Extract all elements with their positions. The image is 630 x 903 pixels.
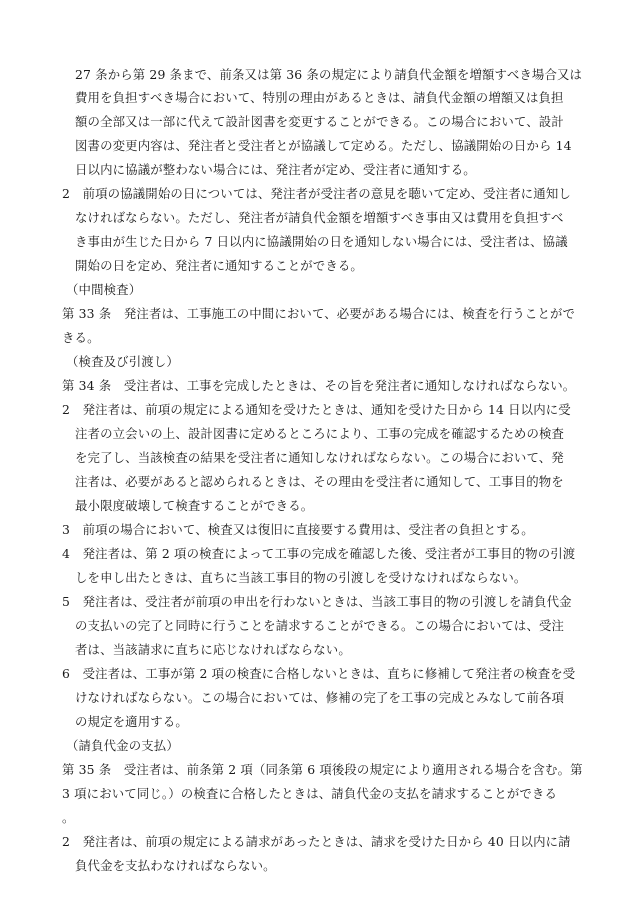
- text-line: 負代金を支払わなければならない。: [75, 858, 276, 873]
- article-34-line: 第 34 条 受注者は、工事を完成したときは、その旨を発注者に通知しなければならない。: [62, 378, 576, 393]
- text-line: の規定を適用する。: [75, 714, 188, 729]
- text-line: 3 前項の場合において、検査又は復旧に直接要する費用は、受注者の負担とする。: [62, 522, 534, 537]
- text-line: 費用を負担すべき場合において、特別の理由があるときは、請負代金額の増額又は負担: [75, 90, 564, 105]
- text-line: 2 発注者は、前項の規定による通知を受けたときは、通知を受けた日から 14 日以内に受: [62, 402, 571, 417]
- text-line: 3 項において同じ。）の検査に合格したときは、請負代金の支払を請求することができる: [62, 786, 558, 801]
- text-line: 開始の日を定め、発注者に通知することができる。: [75, 258, 363, 273]
- section-heading: （中間検査）: [66, 282, 142, 297]
- section-heading: （請負代金の支払）: [66, 738, 179, 753]
- text-line: けなければならない。この場合においては、修補の完了を工事の完成とみなして前各項: [75, 690, 565, 705]
- text-line: 注者は、必要があると認められるときは、その理由を受注者に通知して、工事目的物を: [75, 474, 564, 489]
- text-line: 注者の立会いの上、設計図書に定めるところにより、工事の完成を確認するための検査: [75, 426, 565, 441]
- text-line: 2 発注者は、前項の規定による請求があったときは、請求を受けた日から 40 日以内に請: [62, 834, 571, 849]
- text-line: 2 前項の協議開始の日については、発注者が受注者の意見を聴いて定め、受注者に通知し: [62, 186, 571, 201]
- text-line: 27 条から第 29 条まで、前条又は第 36 条の規定により請負代金額を増額すべき場合又は: [75, 67, 583, 82]
- text-line: しを申し出たときは、直ちに当該工事目的物の引渡しを受けなければならない。: [75, 570, 527, 585]
- text-line: 6 受注者は、工事が第 2 項の検査に合格しないときは、直ちに修補して発注者の検査を受: [62, 666, 576, 681]
- text-line: 額の全部又は一部に代えて設計図書を変更することができる。この場合において、設計: [75, 114, 564, 129]
- text-line: の支払いの完了と同時に行うことを請求することができる。この場合においては、受注: [75, 618, 565, 633]
- text-line: 。: [62, 810, 75, 825]
- article-35-line: 第 35 条 受注者は、前条第 2 項（同条第 6 項後段の規定により適用される場合を含む。第: [62, 762, 583, 777]
- text-line: 日以内に協議が整わない場合には、発注者が定め、受注者に通知する。: [75, 162, 476, 177]
- section-heading: （検査及び引渡し）: [66, 354, 179, 369]
- text-line: きる。: [62, 330, 100, 345]
- text-line: 5 発注者は、受注者が前項の申出を行わないときは、当該工事目的物の引渡しを請負代金: [62, 594, 572, 609]
- text-line: 最小限度破壊して検査することができる。: [75, 498, 314, 513]
- text-line: を完了し、当該検査の結果を受注者に通知しなければならない。この場合において、発: [75, 450, 564, 465]
- text-line: 図書の変更内容は、発注者と受注者とが協議して定める。ただし、協議開始の日から 14: [75, 138, 572, 153]
- article-33-line: 第 33 条 発注者は、工事施工の中間において、必要がある場合には、検査を行うことがで: [62, 306, 576, 321]
- text-line: 者は、当該請求に直ちに応じなければならない。: [75, 642, 351, 657]
- text-line: き事由が生じた日から 7 日以内に協議開始の日を通知しない場合には、受注者は、協議: [75, 234, 568, 249]
- text-line: 4 発注者は、第 2 項の検査によって工事の完成を確認した後、受注者が工事目的物の引渡: [62, 546, 576, 561]
- text-line: なければならない。ただし、発注者が請負代金額を増額すべき事由又は費用を負担すべ: [75, 210, 564, 225]
